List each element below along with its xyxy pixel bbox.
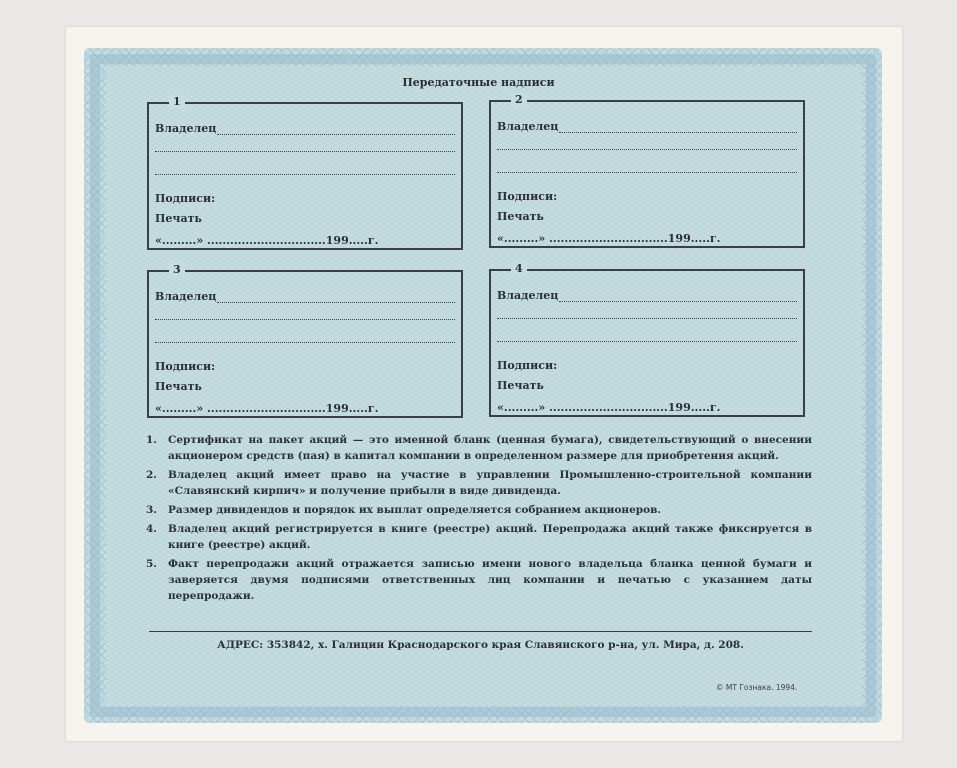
transfer-endorsements-title: Передаточные надписи (402, 76, 555, 89)
owner-line-2[interactable] (497, 149, 797, 150)
owner-line[interactable] (217, 134, 455, 135)
owner-line-2[interactable] (155, 319, 455, 320)
owner-line-2[interactable] (497, 318, 797, 319)
date-line[interactable]: «.........» ...............................199.....г. (155, 234, 379, 247)
list-item-text: Факт перепродажи акций отражается записью имени нового владельца бланка ценной бумаги и заверяется двумя подписями ответственных лиц компании и печатью с указанием даты перепродажи. (168, 558, 812, 602)
list-item-text: Сертификат на пакет акций — это именной бланк (ценная бумага), свидетельствующий о внесении акционером средств (пая) в капитал компании в определенном размере для приобретения акций. (168, 434, 812, 462)
box-number: 3 (169, 263, 185, 276)
printer-copyright: © МТ Гознака. 1994. (716, 683, 798, 692)
owner-label: Владелец (497, 120, 559, 133)
list-item (146, 502, 812, 518)
box-number: 2 (511, 93, 527, 106)
signatures-label: Подписи: (155, 192, 216, 205)
owner-label: Владелец (155, 122, 217, 135)
signatures-label: Подписи: (497, 190, 558, 203)
owner-line[interactable] (559, 132, 797, 133)
owner-line[interactable] (217, 302, 455, 303)
endorsement-box-4 (489, 262, 805, 417)
signatures-label: Подписи: (155, 360, 216, 373)
owner-label: Владелец (155, 290, 217, 303)
list-item-number: 3. (146, 504, 157, 516)
owner-line-2[interactable] (155, 151, 455, 152)
list-item-text: Владелец акций регистрируется в книге (реестре) акций. Перепродажа акций также фиксируется в книге (реестре) акций. (168, 523, 812, 551)
list-item (146, 521, 812, 553)
owner-line-3[interactable] (497, 341, 797, 342)
list-item-text: Владелец акций имеет право на участие в управлении Промышленно-строительной компании «Славянский кирпич» и получение прибыли в виде дивиденда. (168, 469, 812, 497)
date-line[interactable]: «.........» ...............................199.....г. (155, 402, 379, 415)
stamp-label: Печать (155, 212, 202, 225)
divider (149, 631, 812, 632)
owner-line-3[interactable] (155, 174, 455, 175)
endorsement-box-2 (489, 93, 805, 248)
box-number: 1 (169, 95, 185, 108)
list-item (146, 556, 812, 604)
list-item-number: 4. (146, 523, 157, 535)
date-line[interactable]: «.........» ...............................199.....г. (497, 401, 721, 414)
stamp-label: Печать (497, 379, 544, 392)
signatures-label: Подписи: (497, 359, 558, 372)
owner-line-3[interactable] (155, 342, 455, 343)
list-item-text: Размер дивидендов и порядок их выплат определяется собранием акционеров. (168, 504, 662, 516)
stamp-label: Печать (497, 210, 544, 223)
stamp-label: Печать (155, 380, 202, 393)
endorsement-box-1 (147, 95, 463, 250)
owner-line[interactable] (559, 301, 797, 302)
date-line[interactable]: «.........» ...............................199.....г. (497, 232, 721, 245)
terms-list (146, 432, 812, 607)
box-number: 4 (511, 262, 527, 275)
list-item-number: 1. (146, 434, 157, 446)
company-address: АДРЕС: 353842, х. Галицин Краснодарского края Славянского р-на, ул. Мира, д. 208. (217, 639, 744, 651)
list-item (146, 432, 812, 464)
owner-label: Владелец (497, 289, 559, 302)
list-item (146, 467, 812, 499)
list-item-number: 2. (146, 469, 157, 481)
list-item-number: 5. (146, 558, 157, 570)
owner-line-3[interactable] (497, 172, 797, 173)
endorsement-box-3 (147, 263, 463, 418)
